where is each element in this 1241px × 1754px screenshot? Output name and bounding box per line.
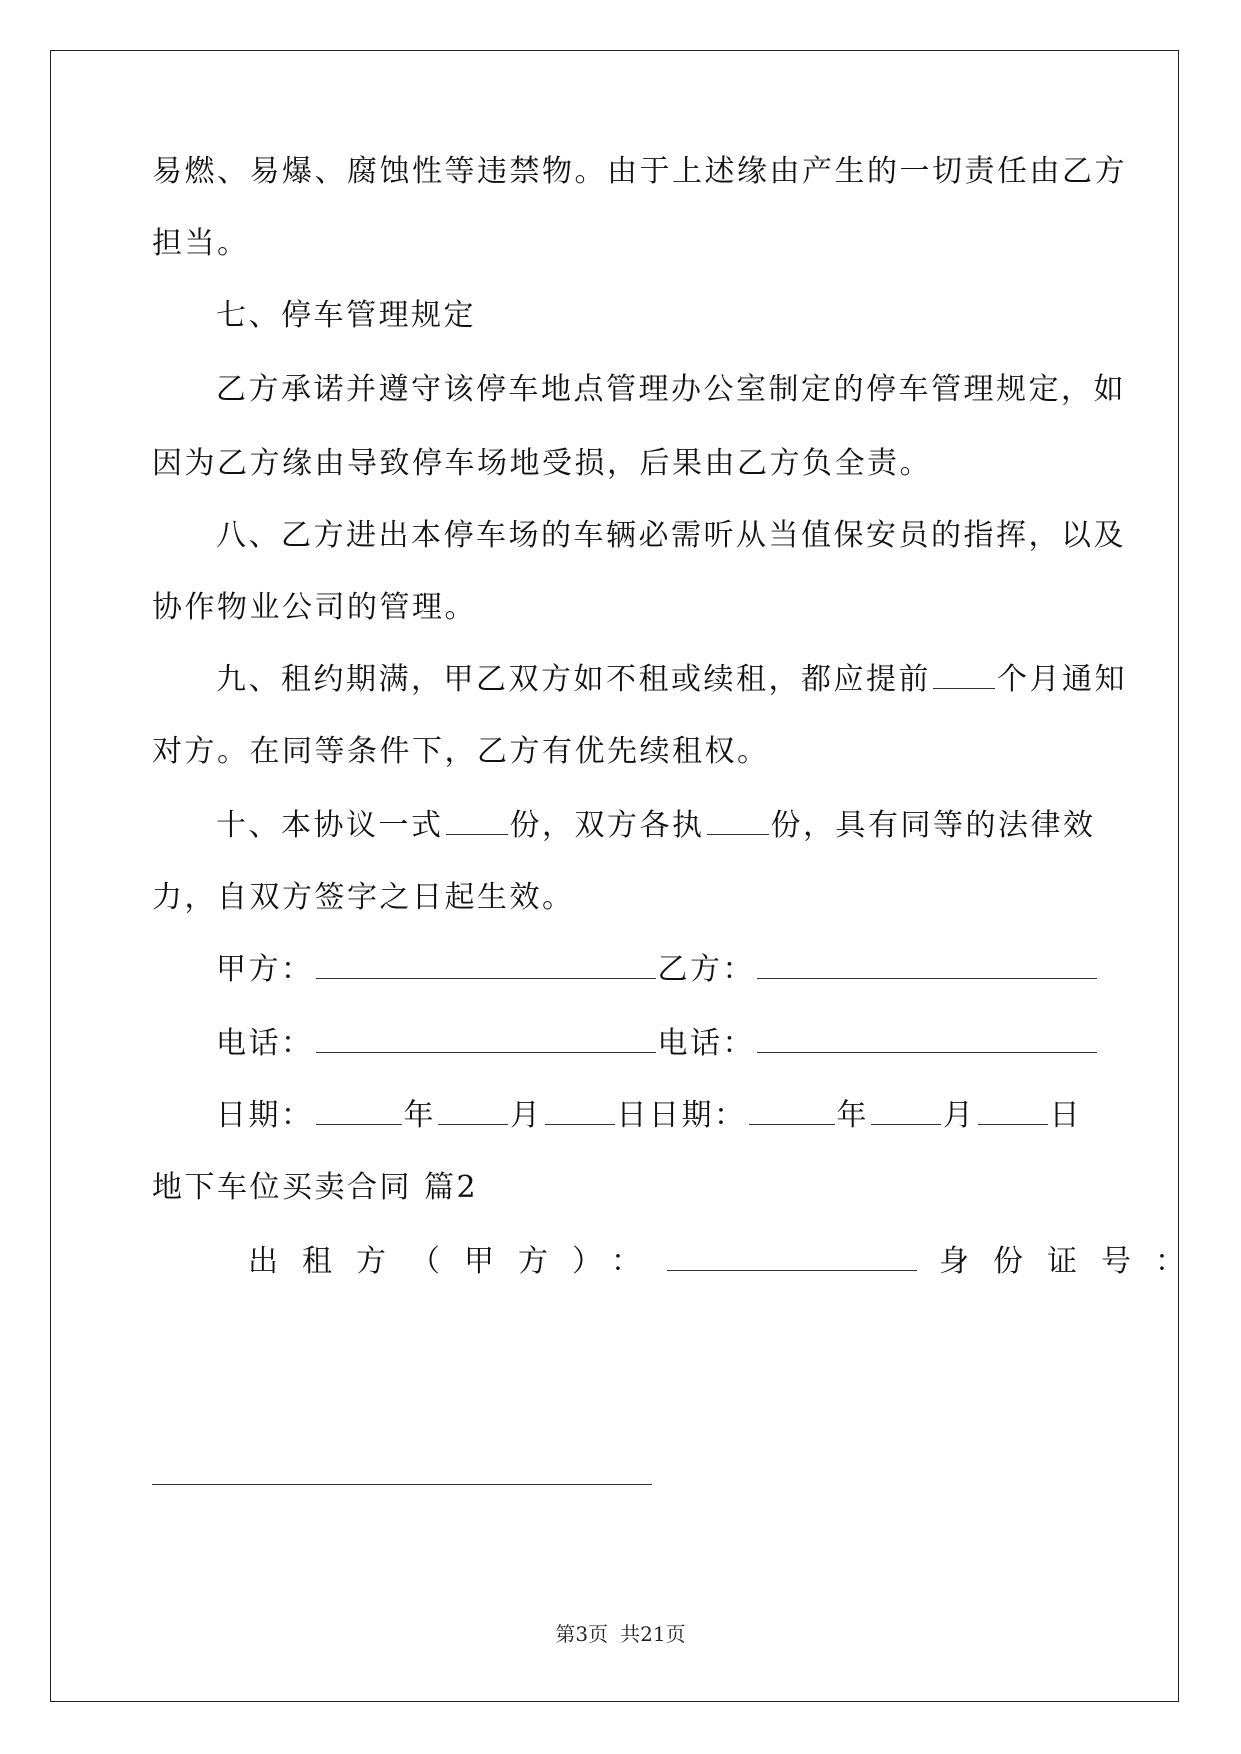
body-line: 八、乙方进出本停车场的车辆必需听从当值保安员的指挥，以及 xyxy=(216,518,1126,553)
party-a-field[interactable] xyxy=(316,950,656,979)
lessor-field[interactable] xyxy=(667,1242,917,1271)
text-segment: 个月通知 xyxy=(997,662,1127,697)
phone-a-label: 电话： xyxy=(216,1026,314,1061)
body-line: 力，自双方签字之日起生效。 xyxy=(152,880,575,915)
id-label: 身份证号： xyxy=(939,1244,1209,1279)
date-a-label: 日期： xyxy=(216,1098,314,1133)
year-label: 年 xyxy=(403,1098,436,1133)
body-line xyxy=(216,806,1096,846)
day-b-field[interactable] xyxy=(978,1096,1048,1125)
body-line: 协作物业公司的管理。 xyxy=(152,590,477,625)
year-b-field[interactable] xyxy=(749,1096,835,1125)
signature-line xyxy=(216,950,1099,990)
section-heading: 七、停车管理规定 xyxy=(216,298,476,333)
party-b-field[interactable] xyxy=(757,950,1097,979)
body-line: 乙方承诺并遵守该停车地点管理办公室制定的停车管理规定，如 xyxy=(216,372,1126,407)
fill-blank[interactable] xyxy=(933,660,995,689)
body-line: 对方。在同等条件下，乙方有优先续租权。 xyxy=(152,734,770,769)
page-total: 共21页 xyxy=(620,1622,686,1646)
fill-blank[interactable] xyxy=(446,806,508,835)
text-segment: 份，具有同等的法律效 xyxy=(770,808,1096,843)
phone-b-field[interactable] xyxy=(757,1024,1097,1053)
day-date-b-label: 日日期： xyxy=(616,1098,747,1133)
body-line xyxy=(216,660,1127,700)
month-label: 月 xyxy=(510,1098,543,1133)
day-label: 日 xyxy=(1049,1098,1082,1133)
party-b-label: 乙方： xyxy=(657,952,755,987)
day-a-field[interactable] xyxy=(545,1096,615,1125)
party-a-label: 甲方： xyxy=(216,952,314,987)
phone-a-field[interactable] xyxy=(316,1024,656,1053)
date-line xyxy=(216,1096,1082,1136)
id-number-field[interactable] xyxy=(152,1484,652,1485)
lessor-line xyxy=(248,1242,1209,1282)
lessor-label: 出租方（甲方）： xyxy=(248,1244,665,1279)
section-title: 地下车位买卖合同 篇2 xyxy=(152,1170,479,1205)
year-a-field[interactable] xyxy=(316,1096,402,1125)
page-footer xyxy=(0,1620,1241,1648)
phone-line xyxy=(216,1024,1099,1064)
month-b-field[interactable] xyxy=(871,1096,941,1125)
month-label: 月 xyxy=(943,1098,976,1133)
phone-b-label: 电话： xyxy=(657,1026,755,1061)
body-line: 因为乙方缘由导致停车场地受损，后果由乙方负全责。 xyxy=(152,446,932,481)
year-label: 年 xyxy=(836,1098,869,1133)
page-number: 第3页 xyxy=(555,1622,609,1646)
text-segment: 九、租约期满，甲乙双方如不租或续租，都应提前 xyxy=(216,662,931,697)
fill-blank[interactable] xyxy=(707,806,769,835)
text-segment: 份，双方各执 xyxy=(509,808,705,843)
text-segment: 十、本协议一式 xyxy=(216,808,444,843)
month-a-field[interactable] xyxy=(438,1096,508,1125)
body-line: 易燃、易爆、腐蚀性等违禁物。由于上述缘由产生的一切责任由乙方 xyxy=(152,154,1127,189)
body-line: 担当。 xyxy=(152,226,250,261)
